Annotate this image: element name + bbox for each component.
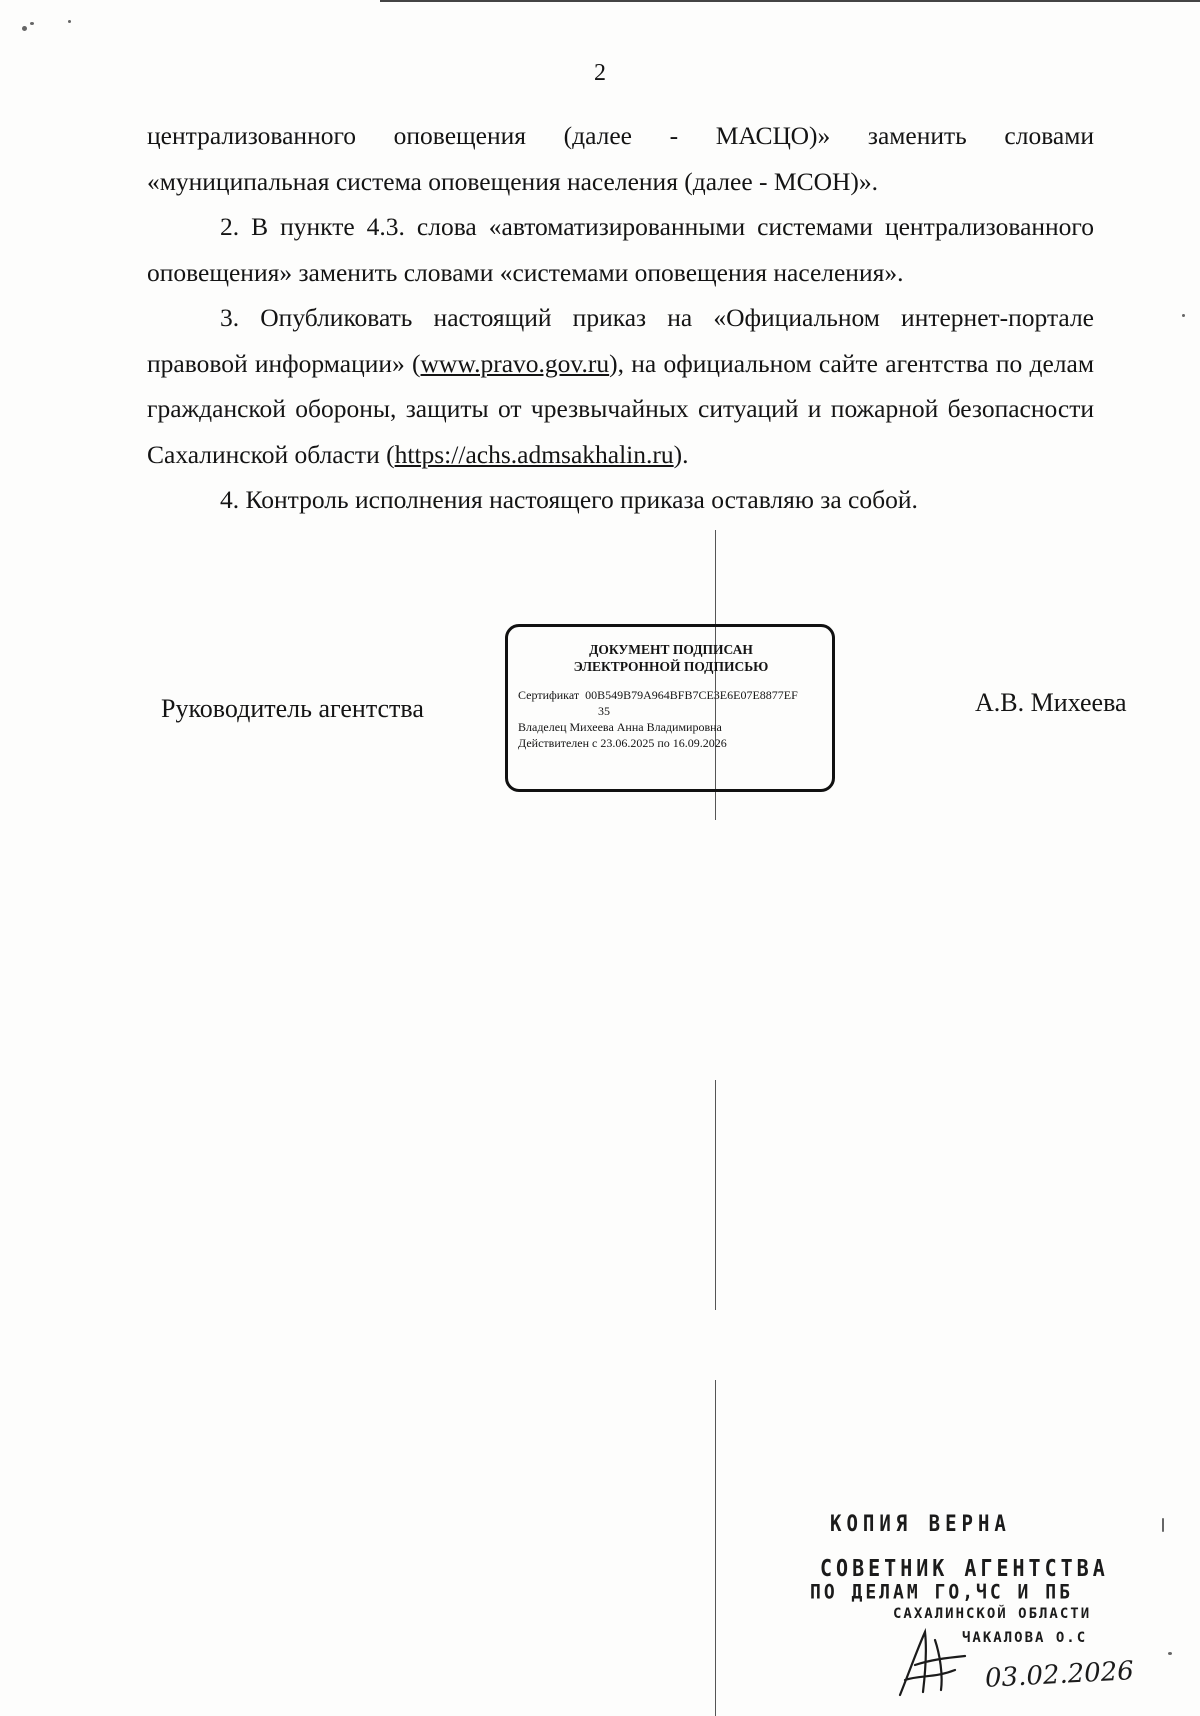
scan-speck [22,26,27,31]
copy-stamp-line4: САХАЛИНСКОЙ ОБЛАСТИ [893,1606,1092,1622]
stamp-certificate: Сертификат 00B549B79A964BFB7CE3E6E07E8877EF [518,688,798,702]
scan-speck [30,22,34,25]
scan-speck [68,20,71,23]
copy-stamp-line3: ПО ДЕЛАМ ГО,ЧС И ПБ [810,1580,1073,1605]
scan-edge [380,0,1200,2]
page-number: 2 [594,60,606,86]
scan-speck [1168,1652,1172,1655]
stamp-validity: Действителен с 23.06.2025 по 16.09.2026 [518,736,727,750]
copy-stamp-line2: СОВЕТНИК АГЕНТСТВА [820,1554,1109,1582]
scan-fold-line [715,1080,716,1310]
handwritten-date: 03.02.2026 [984,1656,1135,1694]
stamp-title-line2: ЭЛЕКТРОННОЙ ПОДПИСЬЮ [573,659,769,674]
body-text [147,113,1094,523]
paragraph-3: 3. Опубликовать настоящий приказ на «Официальном интернет-портале правовой информации» (www.pravo.gov.ru), на официальном сайте агентства по делам гражданской обороны, защиты от чрезвычайных ситуаций и пожарной безопасности Сахалинской области (https://achs.admsakhalin.ru). [147,303,1094,469]
scan-speck [1182,314,1185,317]
signatory-name: А.В. Михеева [975,688,1127,717]
link-pravo[interactable]: www.pravo.gov.ru [420,348,610,378]
link-achs[interactable]: https://achs.admsakhalin.ru [394,439,674,469]
copy-stamp-line5: ЧАКАЛОВА О.С [962,1630,1088,1646]
handwritten-signature [895,1620,975,1700]
paragraph-1-continued: централизованного оповещения (далее - МАСЦО)» заменить словами «муниципальная система оповещения населения (далее - МСОН)». [147,121,1094,196]
stamp-owner: Владелец Михеева Анна Владимировна [518,720,722,734]
scan-fold-line [715,1380,716,1716]
paragraph-4: 4. Контроль исполнения настоящего приказа оставляю за собой. [220,485,918,514]
stamp-certificate-tail: 35 [598,704,610,718]
electronic-signature-stamp [505,624,835,792]
stamp-title-line1: ДОКУМЕНТ ПОДПИСАН [589,642,753,657]
paragraph-2: 2. В пункте 4.3. слова «автоматизированными системами централизованного оповещения» заменить словами «системами оповещения населения». [147,212,1094,287]
copy-stamp-line1: КОПИЯ ВЕРНА [830,1511,1011,1537]
signatory-position: Руководитель агентства [161,694,424,723]
scan-speck [1162,1518,1164,1532]
